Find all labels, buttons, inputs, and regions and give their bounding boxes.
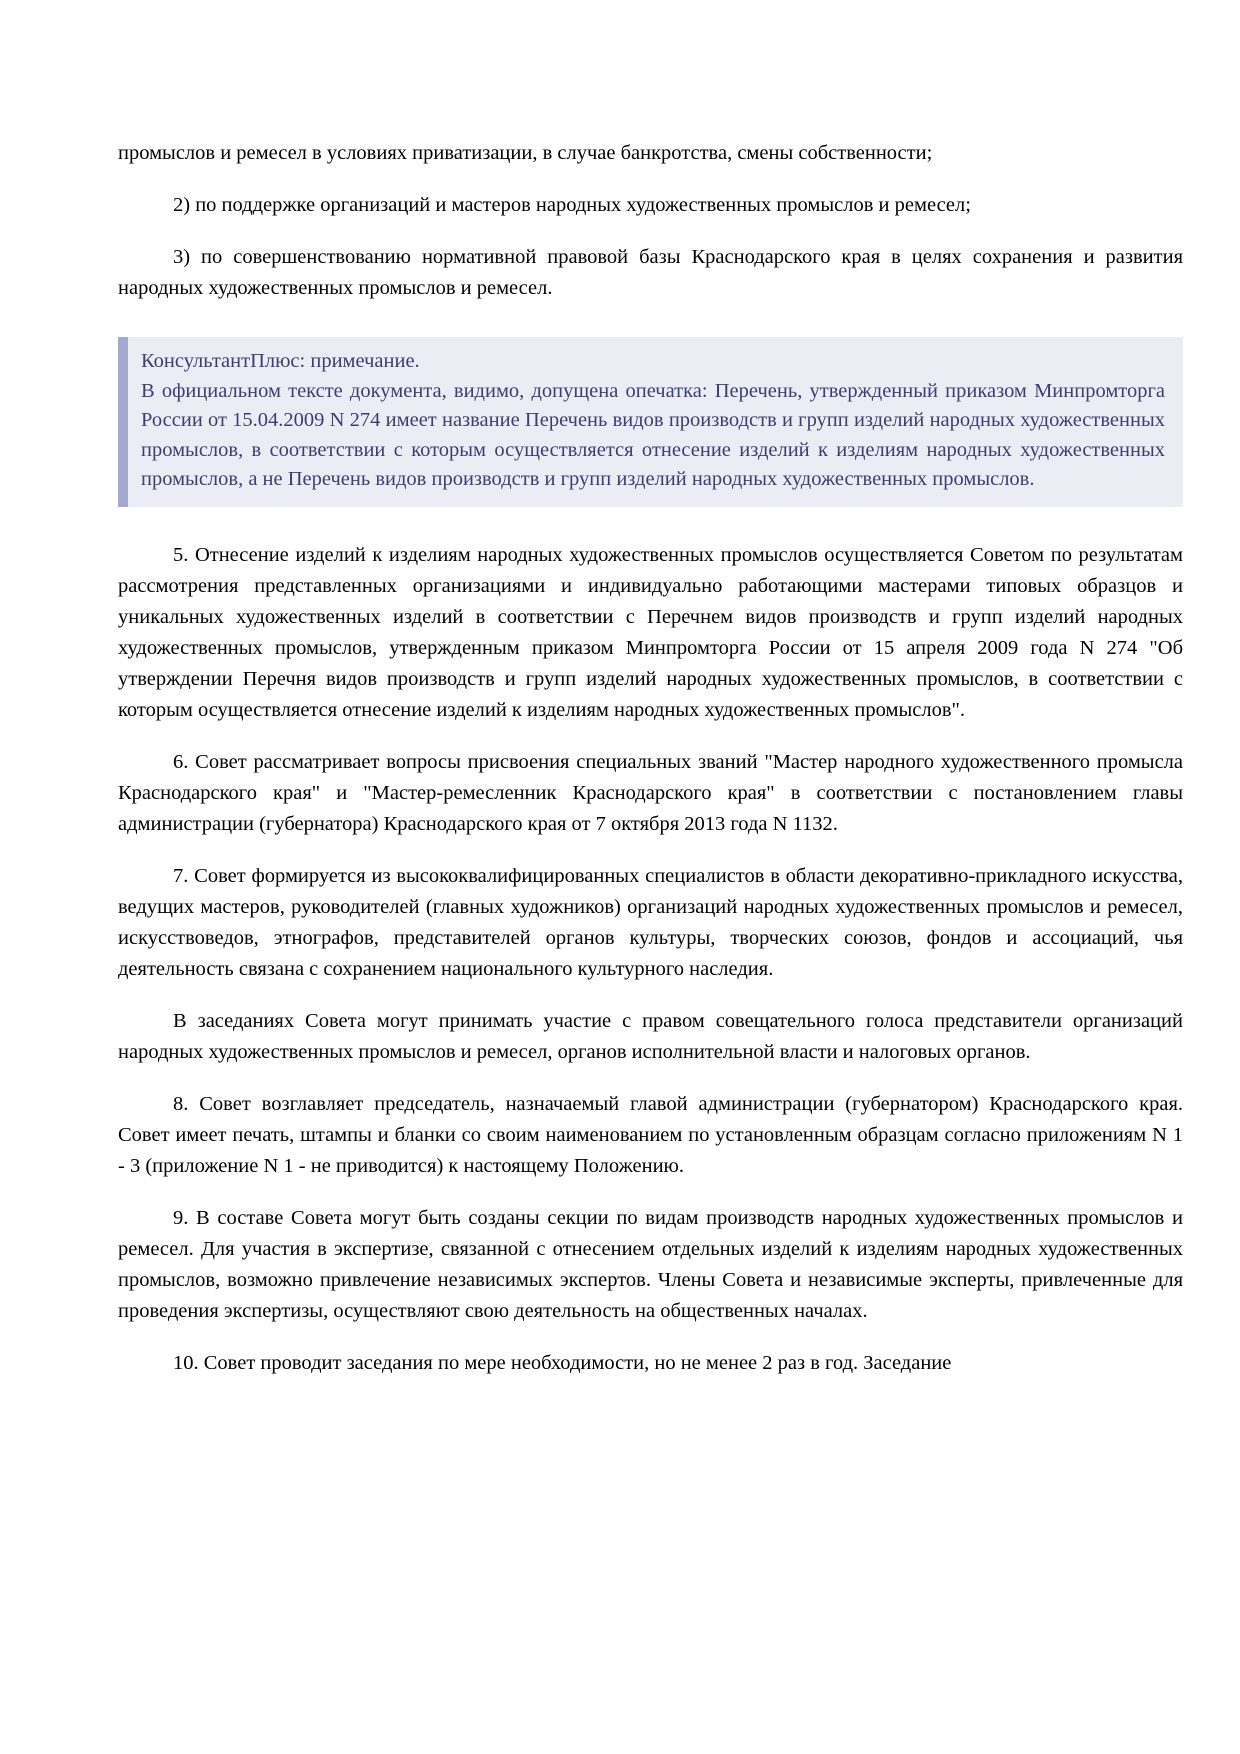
paragraph-continuation: промыслов и ремесел в условиях приватизации, в случае банкротства, смены собственности; <box>118 142 933 164</box>
paragraph-7: 7. Совет формируется из высококвалифицированных специалистов в области декоративно-прикладного искусства, ведущих мастеров, руководителей (главных художников) организаций народных художественных промыслов и ремесел, искусствоведов, этнографов, представителей органов культуры, творческих союзов, фондов и ассоциаций, чья деятельность связана с сохранением национального культурного наследия. <box>118 864 1183 980</box>
paragraph-8: 8. Совет возглавляет председатель, назначаемый главой администрации (губернатором) Краснодарского края. Совет имеет печать, штампы и бланки со своим наименованием по установленным образцам согласно приложениям N 1 - 3 (приложение N 1 - не приводится) к настоящему Положению. <box>118 1092 1183 1177</box>
consultant-plus-note <box>118 337 1183 507</box>
note-title: КонсультантПлюс: примечание. <box>141 350 420 372</box>
paragraph-5: 5. Отнесение изделий к изделиям народных художественных промыслов осуществляется Советом по результатам рассмотрения представленных организациями и индивидуально работающими мастерами типовых образцов и уникальных художественных изделий в соответствии с Перечнем видов производств и групп изделий народных художественных промыслов, утвержденным приказом Минпромторга России от 15 апреля 2009 года N 274 "Об утверждении Перечня видов производств и групп изделий народных художественных промыслов, в соответствии с которым осуществляется отнесение изделий к изделиям народных художественных промыслов". <box>118 543 1183 721</box>
note-body: В официальном тексте документа, видимо, допущена опечатка: Перечень, утвержденный приказом Минпромторга России от 15.04.2009 N 274 имеет название Перечень видов производств и групп изделий народных художественных промыслов, в соответствии с которым осуществляется отнесение изделий к изделиям народных художественных промыслов, а не Перечень видов производств и групп изделий народных художественных промыслов. <box>141 379 1165 490</box>
document-page <box>118 138 1183 1400</box>
paragraph-9: 9. В составе Совета могут быть созданы секции по видам производств народных художественных промыслов и ремесел. Для участия в экспертизе, связанной с отнесением отдельных изделий к изделиям народных художественных промыслов, возможно привлечение независимых экспертов. Члены Совета и независимые эксперты, привлеченные для проведения экспертизы, осуществляют свою деятельность на общественных началах. <box>118 1206 1183 1322</box>
paragraph-6: 6. Совет рассматривает вопросы присвоения специальных званий "Мастер народного художественного промысла Краснодарского края" и "Мастер-ремесленник Краснодарского края" в соответствии с постановлением главы администрации (губернатора) Краснодарского края от 7 октября 2013 года N 1132. <box>118 750 1183 835</box>
paragraph-7-addendum: В заседаниях Совета могут принимать участие с правом совещательного голоса представители организаций народных художественных промыслов и ремесел, органов исполнительной власти и налоговых органов. <box>118 1009 1183 1063</box>
paragraph-item-3: 3) по совершенствованию нормативной правовой базы Краснодарского края в целях сохранения и развития народных художественных промыслов и ремесел. <box>118 246 1183 299</box>
paragraph-item-2: 2) по поддержке организаций и мастеров народных художественных промыслов и ремесел; <box>173 194 971 216</box>
paragraph-10: 10. Совет проводит заседания по мере необходимости, но не менее 2 раз в год. Заседание <box>173 1351 952 1374</box>
